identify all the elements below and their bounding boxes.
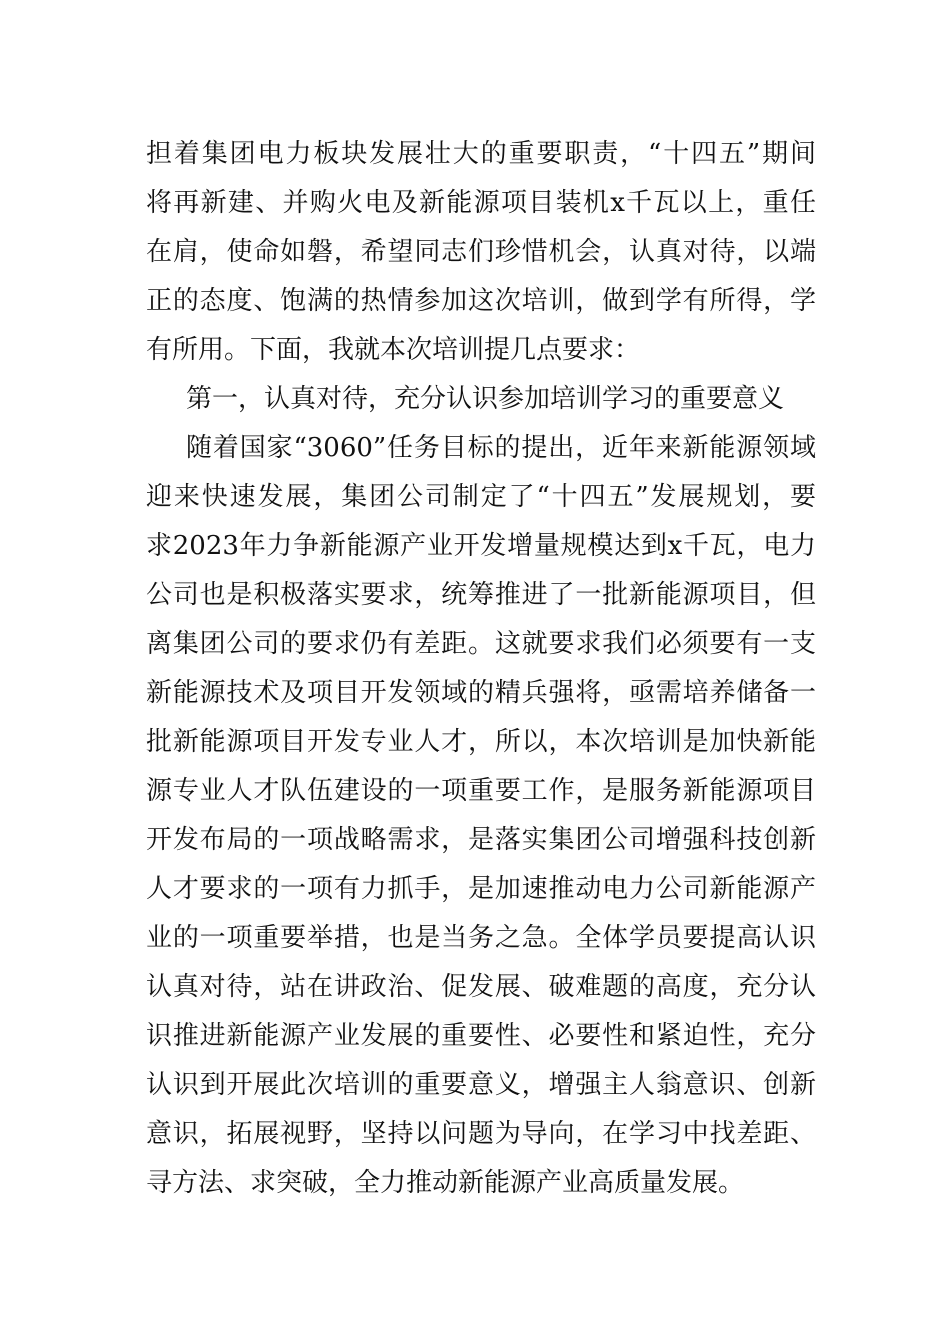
text-line: 意识，拓展视野，坚持以问题为导向，在学习中找差距、 (146, 1119, 816, 1149)
text-line: 认真对待，站在讲政治、促发展、破难题的高度，充分认 (146, 972, 816, 1002)
text-line: 求2023年力争新能源产业开发增量规模达到x千瓦，电力 (146, 531, 816, 561)
section-heading: 第一，认真对待，充分认识参加培训学习的重要意义 (186, 384, 785, 414)
text-line: 认识到开展此次培训的重要意义，增强主人翁意识、创新 (146, 1070, 816, 1100)
text-line: 人才要求的一项有力抓手，是加速推动电力公司新能源产 (146, 874, 816, 904)
text-line: 批新能源项目开发专业人才，所以，本次培训是加快新能 (146, 727, 816, 757)
text-line: 迎来快速发展，集团公司制定了“十四五”发展规划，要 (146, 482, 816, 512)
text-line: 识推进新能源产业发展的重要性、必要性和紧迫性，充分 (146, 1021, 816, 1051)
text-line: 源专业人才队伍建设的一项重要工作，是服务新能源项目 (146, 776, 816, 806)
text-line: 担着集团电力板块发展壮大的重要职责，“十四五”期间 (146, 139, 816, 169)
text-line: 离集团公司的要求仍有差距。这就要求我们必须要有一支 (146, 629, 816, 659)
text-line: 新能源技术及项目开发领域的精兵强将，亟需培养储备一 (146, 678, 816, 708)
text-line: 开发布局的一项战略需求，是落实集团公司增强科技创新 (146, 825, 816, 855)
document-body (146, 130, 816, 1208)
text-line: 有所用。下面，我就本次培训提几点要求： (146, 335, 641, 365)
text-line: 公司也是积极落实要求，统筹推进了一批新能源项目，但 (146, 580, 816, 610)
text-line: 将再新建、并购火电及新能源项目装机x千瓦以上，重任 (146, 188, 816, 218)
text-line: 随着国家“3060”任务目标的提出，近年来新能源领域 (186, 433, 816, 463)
text-line: 业的一项重要举措，也是当务之急。全体学员要提高认识 (146, 923, 816, 953)
text-line: 在肩，使命如磐，希望同志们珍惜机会，认真对待，以端 (146, 237, 816, 267)
text-line: 寻方法、求突破，全力推动新能源产业高质量发展。 (146, 1168, 745, 1198)
text-line: 正的态度、饱满的热情参加这次培训，做到学有所得，学 (146, 286, 816, 316)
